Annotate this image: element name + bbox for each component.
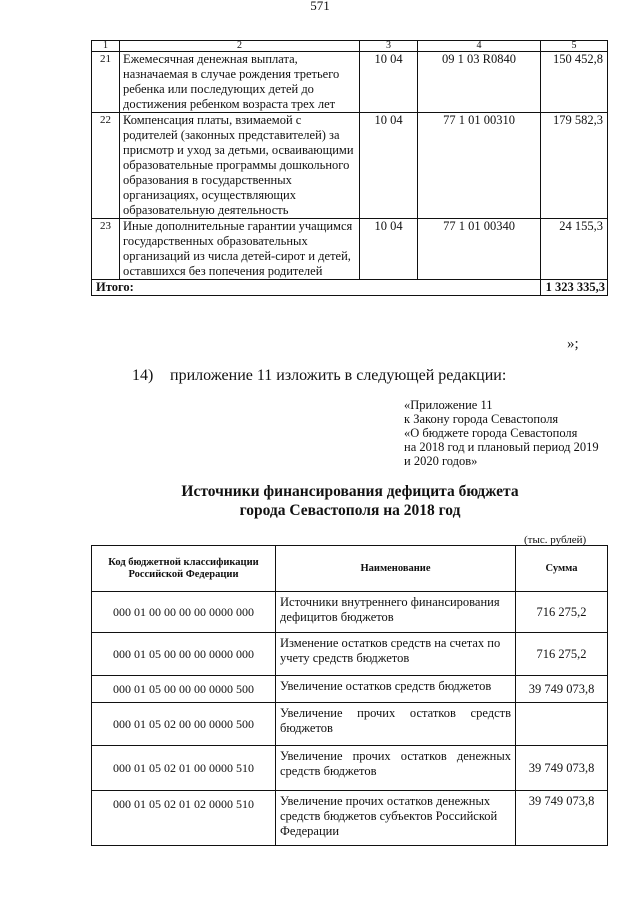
row-sum: 716 275,2 bbox=[516, 592, 608, 633]
row-name bbox=[276, 746, 516, 791]
row-name: Иные дополнительные гарантии учащимся государственных образовательных организаций из числа детей-сирот и детей, оставшихся без попечения родителей bbox=[120, 219, 360, 280]
row-sum bbox=[516, 703, 608, 746]
closing-quote: »; bbox=[567, 336, 579, 352]
row-kbk: 09 1 03 R0840 bbox=[418, 52, 541, 113]
column-number-1: 1 bbox=[92, 41, 120, 52]
row-code: 000 01 05 02 01 00 0000 510 bbox=[92, 746, 276, 791]
column-number-5: 5 bbox=[541, 41, 608, 52]
appendix-line: и 2020 годов» bbox=[404, 454, 478, 468]
table-row bbox=[92, 633, 608, 676]
units-label: (тыс. рублей) bbox=[524, 534, 587, 546]
row-code: 000 01 05 00 00 00 0000 000 bbox=[92, 633, 276, 676]
row-amount: 150 452,8 bbox=[541, 52, 608, 113]
row-name-line: Увеличение прочих остатков средств bbox=[280, 706, 511, 720]
table-row bbox=[92, 219, 608, 280]
row-name-line: Увеличение прочих остатков денежных bbox=[280, 749, 511, 763]
row-sum: 716 275,2 bbox=[516, 633, 608, 676]
appendix-line: «Приложение 11 bbox=[404, 398, 493, 412]
row-kbk: 77 1 01 00310 bbox=[418, 113, 541, 219]
total-amount: 1 323 335,3 bbox=[541, 280, 608, 296]
row-section: 10 04 bbox=[360, 113, 418, 219]
row-section: 10 04 bbox=[360, 219, 418, 280]
column-number-2: 2 bbox=[120, 41, 360, 52]
financing-sources-table bbox=[91, 545, 608, 846]
row-name: Ежемесячная денежная выплата, назначаемая в случае рождения третьего ребенка или последующих детей до достижения ребенком возраста трех лет bbox=[120, 52, 360, 113]
header-code: Код бюджетной классификации Российской Федерации bbox=[92, 546, 276, 592]
title-line: Источники финансирования дефицита бюджета bbox=[181, 483, 519, 500]
total-row bbox=[92, 280, 608, 296]
row-amount: 24 155,3 bbox=[541, 219, 608, 280]
row-name-line: средств бюджетов bbox=[280, 764, 377, 778]
appendix-header bbox=[404, 398, 599, 468]
row-sum: 39 749 073,8 bbox=[516, 791, 608, 846]
row-name: Источники внутреннего финансирования дефицитов бюджетов bbox=[276, 592, 516, 633]
column-number-4: 4 bbox=[418, 41, 541, 52]
table-header-row bbox=[92, 41, 608, 52]
row-number: 22 bbox=[92, 113, 120, 219]
table-row bbox=[92, 676, 608, 703]
table-header-row bbox=[92, 546, 608, 592]
appendix-line: к Закону города Севастополя bbox=[404, 412, 559, 426]
row-amount: 179 582,3 bbox=[541, 113, 608, 219]
page-number: 571 bbox=[310, 0, 330, 13]
table-row bbox=[92, 52, 608, 113]
row-kbk: 77 1 01 00340 bbox=[418, 219, 541, 280]
row-name: Увеличение прочих остатков денежных средств бюджетов субъектов Российской Федерации bbox=[276, 791, 516, 846]
total-label: Итого: bbox=[92, 280, 541, 296]
row-code: 000 01 05 02 01 02 0000 510 bbox=[92, 791, 276, 846]
title-line: города Севастополя на 2018 год bbox=[239, 502, 461, 519]
row-name: Изменение остатков средств на счетах по учету средств бюджетов bbox=[276, 633, 516, 676]
appendix-line: «О бюджете города Севастополя bbox=[404, 426, 578, 440]
row-code: 000 01 05 00 00 00 0000 500 bbox=[92, 676, 276, 703]
row-code: 000 01 05 02 00 00 0000 500 bbox=[92, 703, 276, 746]
row-sum: 39 749 073,8 bbox=[516, 746, 608, 791]
table-row bbox=[92, 703, 608, 746]
item-number: 14) bbox=[132, 367, 154, 384]
table-row bbox=[92, 791, 608, 846]
row-name: Компенсация платы, взимаемой с родителей (законных представителей) за присмотр и уход за детьми, осваивающими образовательные программы дошкольного образования в государственных организациях, осуществляющих образовательную деятельность bbox=[120, 113, 360, 219]
row-name-line: бюджетов bbox=[280, 721, 333, 735]
header-name: Наименование bbox=[276, 546, 516, 592]
row-name bbox=[276, 703, 516, 746]
column-number-3: 3 bbox=[360, 41, 418, 52]
row-number: 21 bbox=[92, 52, 120, 113]
row-name: Увеличение остатков средств бюджетов bbox=[276, 676, 516, 703]
row-sum: 39 749 073,8 bbox=[516, 676, 608, 703]
appendix-line: на 2018 год и плановый период 2019 bbox=[404, 440, 599, 454]
row-code: 000 01 00 00 00 00 0000 000 bbox=[92, 592, 276, 633]
table-row bbox=[92, 113, 608, 219]
document-title bbox=[90, 482, 610, 520]
table-row bbox=[92, 746, 608, 791]
table-row bbox=[92, 592, 608, 633]
row-section: 10 04 bbox=[360, 52, 418, 113]
expenditure-table bbox=[91, 40, 608, 296]
row-number: 23 bbox=[92, 219, 120, 280]
amendment-item bbox=[132, 367, 506, 385]
item-text: приложение 11 изложить в следующей редакции: bbox=[170, 367, 507, 384]
header-sum: Сумма bbox=[516, 546, 608, 592]
